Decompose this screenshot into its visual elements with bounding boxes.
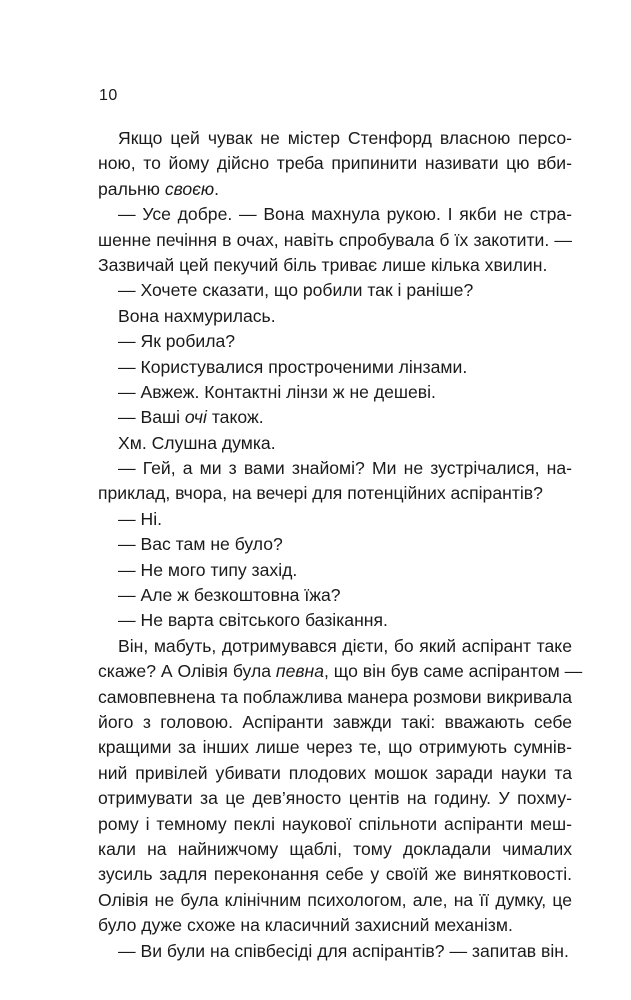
text-line [98, 481, 572, 506]
text-span: — Гей, а ми з вами знайомі? Ми не зустрічалися, на- [118, 458, 572, 479]
text-span: рому і темному пеклі наукової спільноти аспіранти меш- [98, 813, 572, 834]
text-line [118, 939, 572, 964]
text-span: ною, то йому дійсно треба припинити називати цю вби- [98, 153, 572, 174]
text-span: було дуже схоже на класичний захисний механізм. [98, 915, 513, 936]
text-line [118, 431, 572, 456]
text-span: скаже? А Олівія була [98, 661, 276, 682]
text-span: самовпевнена та поблажлива манера розмови викривала [98, 686, 572, 707]
text-line [118, 380, 572, 405]
text-span: . [214, 178, 220, 199]
text-line [98, 837, 572, 862]
text-span: Зазвичай цей пекучий біль триває лише кілька хвилин. [98, 254, 548, 275]
text-span: — Ні. [118, 508, 162, 529]
text-line [98, 735, 572, 760]
text-line [118, 278, 572, 303]
italic-text: певна [275, 661, 325, 682]
text-line [98, 761, 572, 786]
body-text [98, 126, 583, 964]
text-span: — Вас там не було? [118, 534, 283, 555]
text-span: — Усе добре. — Вона махнула рукою. І якби не стра- [118, 204, 572, 225]
text-span: його з головою. Аспіранти завжди такі: вважають себе [98, 711, 572, 732]
text-span: приклад, вчора, на вечері для потенційних аспірантів? [98, 483, 543, 504]
text-span: Олівія не була клінічним психологом, але, на її думку, це [98, 889, 572, 910]
text-span: — Авжеж. Контактні лінзи ж не дешеві. [118, 381, 436, 402]
text-line [118, 608, 572, 633]
text-span: , що він був саме аспірантом — [324, 661, 583, 682]
text-span: — Ваші [118, 407, 185, 428]
text-span: Він, мабуть, дотримувався дієти, бо який аспірант таке [118, 635, 572, 656]
text-line [98, 710, 572, 735]
text-span: ний привілей убивати плодових мошок заради науки та [98, 762, 572, 783]
text-span: — Не варта світського базікання. [118, 610, 388, 631]
text-line [98, 913, 572, 938]
text-span: — Не мого типу захід. [118, 559, 298, 580]
text-span: кращими за інших лише через те, що отримують сумнів- [98, 737, 572, 758]
text-span: — Як робила? [118, 331, 236, 352]
text-span: — Хочете сказати, що робили так і раніше? [118, 280, 474, 301]
text-line [118, 558, 572, 583]
text-line [118, 456, 572, 481]
text-span: також. [206, 407, 264, 428]
text-line [98, 151, 572, 176]
text-span: шенне печіння в очах, навіть спробувала б їх закотити. — [98, 229, 572, 250]
page-number: 10 [99, 87, 118, 104]
text-line [118, 202, 572, 227]
text-line [98, 659, 583, 684]
text-line [98, 253, 572, 278]
text-line [118, 405, 572, 430]
text-line [98, 888, 572, 913]
text-line [98, 685, 572, 710]
text-span: кали на найнижчому щаблі, тому докладали чималих [98, 838, 572, 859]
text-span: Хм. Слушна думка. [118, 432, 276, 453]
text-span: ральню [98, 178, 165, 199]
text-span: — Користувалися простроченими лінзами. [118, 356, 468, 377]
text-line [118, 355, 572, 380]
italic-text: очі [184, 407, 207, 428]
text-span: отримувати за це дев’яносто центів на годину. У похму- [98, 788, 572, 809]
text-span: Якщо цей чувак не містер Стенфорд власною персо- [118, 128, 572, 148]
text-span: Вона нахмурилась. [118, 305, 276, 326]
text-line [118, 583, 572, 608]
text-line [118, 126, 572, 151]
text-line [118, 507, 572, 532]
text-span: — Але ж безкоштовна їжа? [118, 585, 341, 606]
text-line [98, 177, 572, 202]
text-line [98, 786, 572, 811]
text-span: зусиль задля переконання себе у своїй же винятковості. [98, 864, 572, 885]
text-line [98, 228, 572, 253]
text-span: — Ви були на співбесіді для аспірантів? — запитав він. [118, 940, 569, 961]
text-line [118, 634, 572, 659]
italic-text: своєю [164, 178, 215, 199]
text-line [98, 812, 572, 837]
text-line [98, 862, 572, 887]
text-line [118, 532, 572, 557]
text-line [118, 304, 572, 329]
text-line [118, 329, 572, 354]
